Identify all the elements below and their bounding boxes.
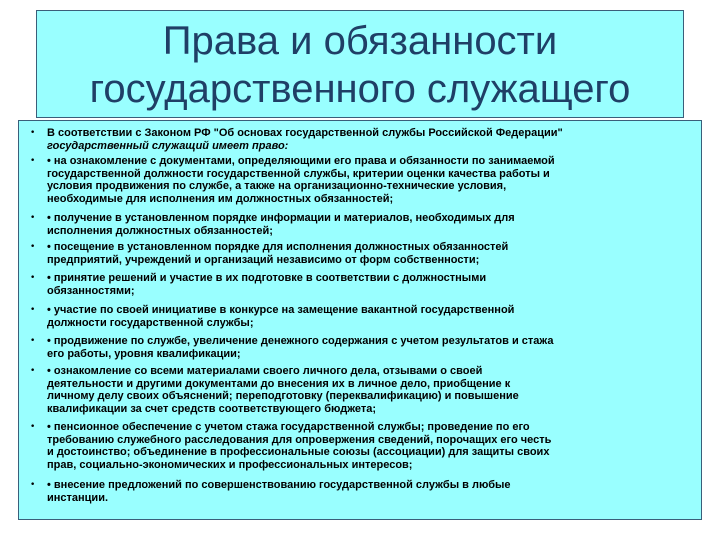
list-item-text (47, 304, 691, 329)
list-item-text (47, 479, 691, 504)
bullet-icon: • (30, 480, 36, 490)
text-line: • принятие решений и участие в их подготовке в соответствии с должностными (47, 272, 487, 284)
text-line: необходимые для исполнения им должностных обязанностей; (47, 192, 394, 205)
bullet-icon: • (30, 156, 36, 166)
text-line: • участие по своей инициативе в конкурсе на замещение вакантной государственной (47, 304, 515, 316)
text-line: квалификации за счет средств соответствующего бюджета; (47, 402, 377, 415)
list-item-text (47, 335, 691, 360)
text-line: исполнения должностных обязанностей; (47, 224, 273, 237)
text-line: государственный служащий имеет право: (47, 139, 289, 152)
bullet-icon: • (30, 422, 36, 432)
text-line: • ознакомление со всеми материалами своего личного дела, отзывами о своей (47, 365, 483, 377)
list-item-text (47, 365, 691, 415)
list-item-text (47, 155, 691, 205)
text-line: • на ознакомление с документами, определяющими его права и обязанности по занимаемой (47, 155, 555, 167)
text-line: прав, социально-экономических и профессиональных интересов; (47, 458, 413, 471)
title-box (36, 10, 684, 118)
text-line: должности государственной службы; (47, 316, 254, 329)
text-line: • внесение предложений по совершенствованию государственной службы в любые (47, 479, 511, 491)
slide-title-line-2: государственного служащего (89, 67, 631, 111)
list-item-text (47, 421, 691, 471)
bullet-icon: • (30, 273, 36, 283)
list-item-text (47, 212, 691, 237)
slide-title-line-1: Права и обязанности (162, 19, 558, 63)
bullet-icon: • (30, 305, 36, 315)
content-box (18, 120, 702, 520)
text-line: В соответствии с Законом РФ "Об основах государственной службы Российской Федерации" (47, 127, 563, 139)
text-line: государственной должности государственной службы, критерии оценки качества работы и (47, 167, 550, 180)
text-line: деятельности и другими документами до внесения их в личное дело, приобщение к (47, 377, 511, 390)
bullet-icon: • (30, 336, 36, 346)
list-item-text (47, 127, 691, 152)
text-line: требованию служебного расследования для опровержения сведений, порочащих его честь (47, 433, 552, 446)
bullet-icon: • (30, 128, 36, 138)
bullet-icon: • (30, 242, 36, 252)
list-item-text (47, 241, 691, 266)
text-line: его работы, уровня квалификации; (47, 347, 241, 360)
text-line: и достоинство; объединение в профессиональные союзы (ассоциации) для защиты своих (47, 446, 550, 459)
text-line: личному делу своих объяснений; переподготовку (переквалификацию) и повышение (47, 390, 519, 403)
text-line: инстанции. (47, 491, 109, 504)
text-line: предприятий, учреждений и организаций независимо от форм собственности; (47, 253, 480, 266)
text-line: • посещение в установленном порядке для исполнения должностных обязанностей (47, 241, 509, 253)
text-line: условия продвижения по службе, а также на организационно-технические условия, (47, 180, 507, 193)
text-line: обязанностями; (47, 284, 135, 297)
list-item-text (47, 272, 691, 297)
bullet-icon: • (30, 366, 36, 376)
bullet-icon: • (30, 213, 36, 223)
text-line: • пенсионное обеспечение с учетом стажа государственной службы; проведение по его (47, 421, 530, 433)
text-line: • продвижение по службе, увеличение денежного содержания с учетом результатов и стажа (47, 335, 554, 347)
text-line: • получение в установленном порядке информации и материалов, необходимых для (47, 212, 515, 224)
